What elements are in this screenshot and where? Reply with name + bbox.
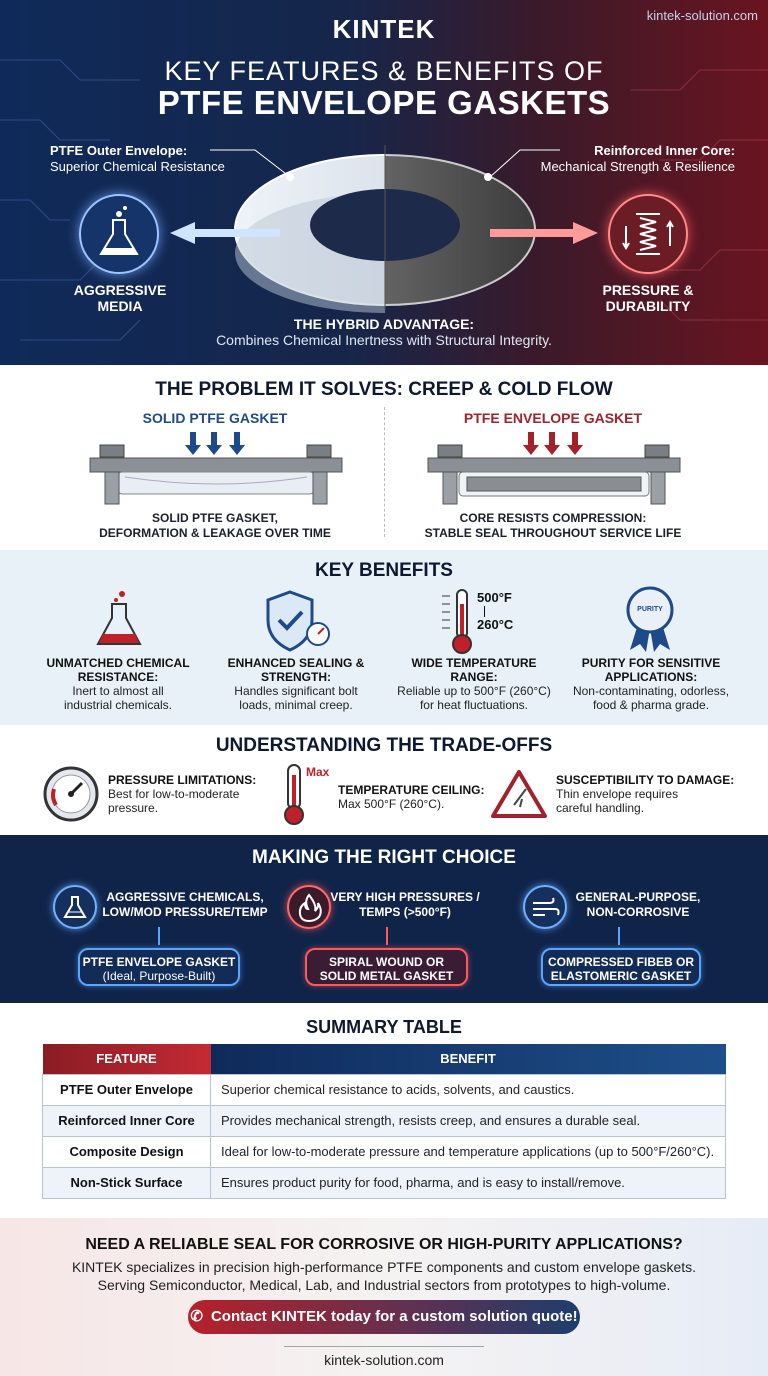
- choice-arrow-1: [158, 927, 160, 945]
- table-cell-benefit: Provides mechanical strength, resists creep, and ensures a durable seal.: [211, 1105, 726, 1136]
- summary-title: SUMMARY TABLE: [306, 1017, 462, 1037]
- pressure-desc-line1: Best for low-to-moderate: [108, 787, 240, 801]
- table-cell-feature: PTFE Outer Envelope: [43, 1074, 211, 1105]
- aggressive-media-badge: [79, 194, 159, 274]
- temp-label-top: 500°F: [477, 590, 512, 605]
- purity-badge-text: PURITY: [637, 606, 663, 613]
- top-url[interactable]: kintek-solution.com: [646, 8, 758, 23]
- envelope-caption-line1: CORE RESISTS COMPRESSION:: [459, 511, 647, 525]
- benefit-purity: [556, 656, 746, 712]
- hybrid-title: THE HYBRID ADVANTAGE:: [293, 316, 475, 332]
- table-cell-feature: Composite Design: [43, 1136, 211, 1167]
- left-arrow-icon: [170, 222, 280, 244]
- cta-text-line1: KINTEK specializes in precision high-performance PTFE components and custom envelope gaskets.: [71, 1259, 697, 1275]
- envelope-caption-line2: STABLE SEAL THROUGHOUT SERVICE LIFE: [424, 526, 682, 540]
- pressure-desc-line2: pressure.: [108, 801, 159, 815]
- left-callout-title: PTFE Outer Envelope:: [50, 143, 188, 158]
- right-callout-text: Mechanical Strength & Resilience: [540, 159, 735, 174]
- right-label-line2: DURABILITY: [605, 298, 691, 314]
- left-label-line1: AGGRESSIVE: [73, 282, 167, 298]
- benefit-desc: Non-contaminating, odorless,: [572, 684, 730, 698]
- choice-a2-line2: SOLID METAL GASKET: [319, 969, 454, 983]
- table-row: [43, 1136, 726, 1167]
- problem-title: THE PROBLEM IT SOLVES: CREEP & COLD FLOW: [155, 379, 613, 400]
- envelope-gasket-heading: PTFE ENVELOPE GASKET: [463, 410, 643, 426]
- choice-answer-2: [305, 948, 468, 986]
- choice-q3-line2: NON-CORROSIVE: [586, 905, 690, 919]
- benefit-title: WIDE TEMPERATURE: [411, 656, 537, 670]
- choice-a1-line1: PTFE ENVELOPE GASKET: [82, 955, 236, 969]
- brand-logo: KINTEK: [332, 14, 436, 44]
- benefit-desc: Reliable up to 500°F (260°C): [397, 684, 551, 698]
- choice-q2-line1: VERY HIGH PRESSURES /: [330, 890, 480, 904]
- temp-label-divider: [484, 606, 485, 617]
- cta-text-line2: Serving Semiconductor, Medical, Lab, and Industrial sectors from prototypes to high-volume.: [97, 1277, 671, 1293]
- choice-question-1: [100, 890, 270, 920]
- hybrid-advantage: [0, 316, 768, 350]
- solid-gasket-diagram: [85, 427, 347, 507]
- benefit-title: RANGE:: [450, 670, 498, 684]
- wind-icon: [525, 887, 565, 927]
- max-label: Max: [306, 765, 330, 779]
- problem-divider: [384, 407, 385, 537]
- hero-title-line2: PTFE ENVELOPE GASKETS: [157, 84, 611, 121]
- benefit-title: UNMATCHED CHEMICAL: [46, 656, 190, 670]
- envelope-gasket-diagram: [423, 427, 685, 507]
- temp-ceiling-desc: Max 500°F (260°C).: [338, 797, 445, 811]
- warning-icon: [490, 769, 548, 819]
- choice-arrow-2: [386, 927, 388, 945]
- choice-q1-line2: LOW/MOD PRESSURE/TEMP: [102, 905, 268, 919]
- problem-section: [0, 365, 768, 550]
- cta-section: [0, 1218, 768, 1376]
- beaker-icon: [94, 588, 144, 652]
- summary-table: [42, 1044, 726, 1199]
- summary-section: [0, 1003, 768, 1218]
- choice-a1-line2: (Ideal, Purpose-Built): [102, 969, 216, 983]
- flask-icon: [55, 887, 95, 927]
- table-cell-feature: Non-Stick Surface: [43, 1167, 211, 1198]
- temp-label-bottom: 260°C: [477, 617, 514, 632]
- table-header-benefit: BENEFIT: [211, 1044, 726, 1074]
- table-row: [43, 1105, 726, 1136]
- pressure-durability-label: [588, 282, 708, 314]
- general-choice-badge: [523, 885, 567, 929]
- spring-icon: [610, 196, 686, 272]
- envelope-gasket-caption: [398, 511, 708, 541]
- tradeoffs-title: UNDERSTANDING THE TRADE-OFFS: [215, 735, 553, 756]
- choice-q1-line1: AGGRESSIVE CHEMICALS,: [106, 890, 264, 904]
- solid-ptfe-heading: SOLID PTFE GASKET: [142, 410, 288, 426]
- choice-answer-1: [78, 948, 240, 986]
- contact-button-label: Contact KINTEK today for a custom solution quote!: [210, 1308, 578, 1325]
- solid-ptfe-caption: [60, 511, 370, 541]
- pressure-gauge-icon: [42, 765, 100, 823]
- key-benefits-section: [0, 550, 768, 725]
- table-cell-benefit: Superior chemical resistance to acids, solvents, and caustics.: [211, 1074, 726, 1105]
- benefit-title: STRENGTH:: [261, 670, 331, 684]
- temp-ceiling-title: TEMPERATURE CEILING:: [338, 783, 485, 797]
- solid-caption-line2: DEFORMATION & LEAKAGE OVER TIME: [99, 526, 331, 540]
- benefit-desc: Handles significant bolt: [234, 684, 358, 698]
- damage-desc-line2: careful handling.: [556, 801, 645, 815]
- cta-description: [0, 1258, 768, 1294]
- benefit-desc: for heat fluctuations.: [419, 698, 529, 712]
- choice-q2-line2: TEMPS (>500°F): [359, 905, 451, 919]
- table-cell-benefit: Ensures product purity for food, pharma, and is easy to install/remove.: [211, 1167, 726, 1198]
- table-row: [43, 1074, 726, 1105]
- phone-icon: ✆: [190, 1308, 203, 1325]
- pressure-durability-badge: [608, 194, 688, 274]
- choice-q3-line1: GENERAL-PURPOSE,: [575, 890, 701, 904]
- contact-button[interactable]: [188, 1300, 580, 1334]
- benefit-title: PURITY FOR SENSITIVE: [581, 656, 721, 670]
- choice-a3-line2: ELASTOMERIC GASKET: [550, 969, 692, 983]
- left-label-line2: MEDIA: [97, 298, 143, 314]
- right-arrow-icon: [490, 222, 598, 244]
- benefit-desc: Inert to almost all: [72, 684, 164, 698]
- shield-check-icon: [262, 588, 334, 654]
- damage-desc-line1: Thin envelope requires: [556, 787, 679, 801]
- table-row: [43, 1167, 726, 1198]
- thermometer-icon: [436, 586, 476, 658]
- tradeoffs-section: [0, 725, 768, 835]
- benefit-desc: industrial chemicals.: [63, 698, 173, 712]
- choice-arrow-3: [618, 927, 620, 945]
- flask-icon: [81, 196, 157, 272]
- pressure-limit-desc: [108, 787, 239, 815]
- benefit-sealing: [201, 656, 391, 712]
- benefit-desc: food & pharma grade.: [592, 698, 710, 712]
- left-callout-text: Superior Chemical Resistance: [50, 159, 225, 174]
- chemical-choice-badge: [53, 885, 97, 929]
- right-choice-title: MAKING THE RIGHT CHOICE: [252, 847, 516, 868]
- damage-desc: [556, 787, 678, 815]
- benefit-title: APPLICATIONS:: [604, 670, 698, 684]
- benefit-title: ENHANCED SEALING &: [227, 656, 365, 670]
- temperature-max-icon: [282, 763, 306, 825]
- cta-title: NEED A RELIABLE SEAL FOR CORROSIVE OR HIGH-PURITY APPLICATIONS?: [85, 1236, 683, 1253]
- damage-title: SUSCEPTIBILITY TO DAMAGE:: [556, 773, 735, 787]
- choice-a3-line1: COMPRESSED FIBEB OR: [547, 955, 694, 969]
- hero-section: [0, 0, 768, 365]
- pressure-limit-title: PRESSURE LIMITATIONS:: [108, 773, 257, 787]
- purity-ribbon-icon: [624, 586, 676, 654]
- benefit-title: RESISTANCE:: [77, 670, 159, 684]
- benefit-temperature: [379, 656, 569, 712]
- benefit-chemical: [23, 656, 213, 712]
- choice-a2-line1: SPIRAL WOUND OR: [328, 955, 445, 969]
- footer-divider: [284, 1346, 484, 1347]
- right-callout-title: Reinforced Inner Core:: [594, 143, 735, 158]
- benefit-desc: loads, minimal creep.: [239, 698, 353, 712]
- table-cell-feature: Reinforced Inner Core: [43, 1105, 211, 1136]
- hybrid-text: Combines Chemical Inertness with Structural Integrity.: [216, 332, 552, 348]
- hero-title-line1: KEY FEATURES & BENEFITS OF: [164, 56, 604, 86]
- table-cell-benefit: Ideal for low-to-moderate pressure and temperature applications (up to 500°F/260°C).: [211, 1136, 726, 1167]
- right-label-line1: PRESSURE &: [602, 282, 694, 298]
- right-choice-section: [0, 835, 768, 1003]
- choice-answer-3: [541, 948, 701, 986]
- key-benefits-title: KEY BENEFITS: [315, 560, 453, 581]
- solid-caption-line1: SOLID PTFE GASKET,: [151, 511, 278, 525]
- aggressive-media-label: [60, 282, 180, 314]
- table-header-feature: FEATURE: [43, 1044, 211, 1074]
- footer-url[interactable]: kintek-solution.com: [324, 1352, 444, 1368]
- choice-question-3: [568, 890, 708, 920]
- choice-question-2: [320, 890, 490, 920]
